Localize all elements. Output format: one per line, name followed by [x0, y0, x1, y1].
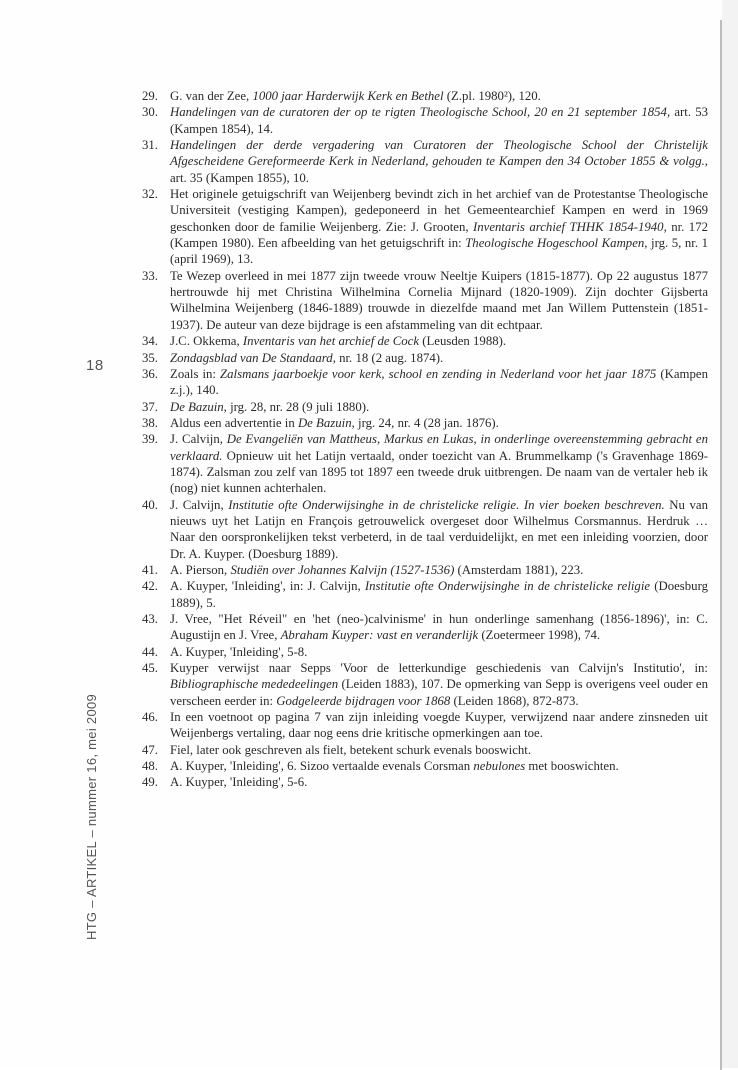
- endnotes-list: [142, 88, 708, 791]
- endnote-italic-text: Institutie ofte Onderwijsinghe in de christelicke religie: [364, 579, 651, 594]
- endnote: [142, 709, 708, 742]
- endnote-text: Zoals in:: [170, 366, 221, 381]
- endnote-text: Opnieuw uit het Latijn vertaald, onder toezicht van A. Brummelkamp ('s Gravenhage 1869-1874). Zalsman zou zelf van 1895 tot 1897 een tweede druk uitbrengen. De naam van de vertaler heb ik (nog) niet kunnen achterhalen.: [170, 448, 708, 496]
- endnote-number: 35.: [142, 350, 158, 365]
- endnote: [142, 88, 708, 104]
- endnote-number: 39.: [142, 432, 158, 447]
- endnote-italic-text: Bibliographische mededeelingen: [170, 677, 339, 692]
- page-edge-line: [720, 20, 722, 1070]
- endnote-text: A. Kuyper, 'Inleiding', 5-6.: [170, 775, 308, 790]
- endnote: [142, 399, 708, 415]
- endnote: [142, 578, 708, 611]
- endnote-number: 37.: [142, 399, 158, 414]
- endnote: [142, 350, 708, 366]
- endnote-italic-text: nebulones: [473, 759, 526, 774]
- endnote-text: A. Kuyper, 'Inleiding', in: J. Calvijn,: [170, 579, 365, 594]
- endnote-text: , jrg. 5, nr. 1 (april 1969), 13.: [170, 236, 708, 267]
- endnote-italic-text: Zalsmans jaarboekje voor kerk, school en zending in Nederland voor het jaar 1875: [220, 366, 657, 381]
- endnote-number: 29.: [142, 89, 158, 103]
- endnote: [142, 415, 708, 431]
- running-head: HTG – ARTIKEL – nummer 16, mei 2009: [84, 693, 99, 940]
- endnote-text: Fiel, later ook geschreven als fielt, betekent schurk evenals booswicht.: [170, 742, 532, 757]
- endnote-number: 36.: [142, 366, 158, 381]
- endnote-text: (Kampen z.j.), 140.: [170, 366, 708, 398]
- endnote-text: (Leusden 1988).: [419, 334, 507, 349]
- endnote-text: A. Kuyper, 'Inleiding', 6. Sizoo vertaalde evenals Corsman: [170, 759, 474, 774]
- endnote-text: (Amsterdam 1881), 223.: [454, 562, 584, 577]
- endnote: [142, 366, 708, 399]
- endnote-text: In een voetnoot op pagina 7 van zijn inleiding voegde Kuyper, verwijzend naar andere zinsneden uit Weijenbergs vertaling, daar nog eens drie kritische opmerkingen aan toe.: [170, 710, 708, 741]
- endnote-number: 38.: [142, 415, 158, 430]
- endnote-text: G. van der Zee,: [170, 89, 253, 103]
- page-edge-shadow: [722, 0, 738, 1068]
- endnote-text: Kuyper verwijst naar Sepps 'Voor de letterkundige geschiedenis van Calvijn's Institutio', in:: [170, 661, 708, 676]
- endnote-italic-text: Theologische Hogeschool Kampen: [465, 236, 645, 251]
- page-number: 18: [86, 357, 104, 374]
- endnote: [142, 104, 708, 137]
- endnote-number: 32.: [142, 187, 158, 202]
- endnote-text: (Leiden 1883), 107. De opmerking van Sepp is overigens veel ouder en verscheen eerder in:: [170, 677, 708, 708]
- endnote-italic-text: 1000 jaar Harderwijk Kerk en Bethel: [252, 89, 444, 103]
- endnote-text: J. Calvijn,: [170, 432, 227, 447]
- endnote-number: 30.: [142, 105, 158, 120]
- endnote-italic-text: Handelingen der derde vergadering van Curatoren der Theologische School der Christelijk Afgescheidene Gereformeerde Kerk in Nederland, gehouden te Kampen den 34 October 1855 & volgg.: [170, 138, 708, 169]
- endnote-italic-text: Handelingen van de curatoren der op te rigten Theologische School, 20 en 21 september 1854: [170, 105, 667, 120]
- endnote: [142, 333, 708, 349]
- endnote-text: Aldus een advertentie in: [170, 415, 298, 430]
- endnote: [142, 186, 708, 268]
- endnote: [142, 774, 708, 790]
- endnote-number: 47.: [142, 742, 158, 757]
- endnote-number: 49.: [142, 775, 158, 790]
- endnote-text: Het originele getuigschrift van Weijenberg bevindt zich in het archief van de Protestantse Theologische Universiteit (vestiging Kampen), gedeponeerd in het Gemeentearchief Kampen en werd in 1969 geschonken door de familie Weijenberg. Zie: J. Grooten,: [170, 187, 708, 234]
- endnote-number: 45.: [142, 661, 158, 676]
- endnote-number: 31.: [142, 138, 158, 153]
- endnote-text: met booswichten.: [525, 759, 619, 774]
- endnote-text: , art. 35 (Kampen 1855), 10.: [170, 154, 708, 185]
- endnote: [142, 268, 708, 333]
- endnote: [142, 742, 708, 758]
- endnote-italic-text: Inventaris archief THHK 1854-1940: [473, 219, 664, 234]
- endnote-number: 48.: [142, 759, 158, 774]
- endnote: [142, 497, 708, 562]
- endnote-text: , jrg. 28, nr. 28 (9 juli 1880).: [223, 399, 370, 414]
- endnote-italic-text: Institutie ofte Onderwijsinghe in de christelicke religie. In vier boeken beschreven.: [228, 497, 665, 512]
- endnote-italic-text: Studiën over Johannes Kalvijn (1527-1536): [230, 562, 455, 577]
- endnote: [142, 758, 708, 774]
- endnote: [142, 660, 708, 709]
- endnote-italic-text: De Evangeliën van Mattheus, Markus en Lukas, in onderlinge overeenstemming gebracht en verklaard.: [170, 432, 708, 463]
- endnote-italic-text: Inventaris van het archief de Cock: [242, 334, 420, 349]
- endnote-text: (Z.pl. 1980²), 120.: [443, 89, 541, 103]
- endnote-number: 42.: [142, 579, 158, 594]
- endnote-number: 34.: [142, 334, 158, 349]
- endnote-italic-text: Zondagsblad van De Standaard: [170, 350, 333, 365]
- endnote-number: 40.: [142, 497, 158, 512]
- endnote-italic-text: De Bazuin: [297, 415, 352, 430]
- endnote-text: A. Pierson,: [170, 562, 231, 577]
- endnote: [142, 562, 708, 578]
- endnote: [142, 644, 708, 660]
- endnote-text: (Doesburg 1889), 5.: [170, 579, 708, 610]
- endnote-text: , nr. 18 (2 aug. 1874).: [332, 350, 444, 365]
- endnote-number: 33.: [142, 268, 158, 283]
- endnote-number: 46.: [142, 710, 158, 725]
- endnote: [142, 137, 708, 186]
- endnote-number: 41.: [142, 562, 158, 577]
- endnote-text: (Leiden 1868), 872-873.: [450, 693, 579, 708]
- endnote-italic-text: Abraham Kuyper: vast en veranderlijk: [280, 628, 479, 643]
- endnote-text: A. Kuyper, 'Inleiding', 5-8.: [170, 644, 308, 659]
- endnote-text: , art. 53 (Kampen 1854), 14.: [170, 105, 709, 136]
- endnote-text: (Zoetermeer 1998), 74.: [478, 628, 601, 643]
- endnote-number: 43.: [142, 612, 158, 626]
- endnote: [142, 431, 708, 496]
- endnote-text: J. Vree, "Het Réveil" en 'het (neo-)calvinisme' in hun onderlinge samenhang (1856-1896)', in: C. Augustijn en J. Vree,: [170, 612, 708, 643]
- endnote-text: , jrg. 24, nr. 4 (28 jan. 1876).: [351, 415, 499, 430]
- endnote-italic-text: De Bazuin: [170, 399, 224, 414]
- endnote: [142, 611, 708, 644]
- endnote-text: J. Calvijn,: [170, 497, 229, 512]
- endnote-text: , nr. 172 (Kampen 1980). Een afbeelding van het getuigschrift in:: [170, 219, 708, 251]
- endnote-italic-text: Godgeleerde bijdragen voor 1868: [276, 693, 451, 708]
- endnote-number: 44.: [142, 644, 158, 659]
- endnote-text: Te Wezep overleed in mei 1877 zijn tweede vrouw Neeltje Kuipers (1815-1877). Op 22 augustus 1877 hertrouwde hij met Christina Wilhelmina Cornelia Mijnard (1820-1909). Zijn dochter Gijsberta Wilhelmina Weijenberg (1846-1889) trouwde in diezelfde maand met Jan Willem Puttenstein (1851-1937). De auteur van deze bijdrage is een afstammeling van dit echtpaar.: [170, 268, 708, 332]
- endnote-text: Nu van nieuws uyt het Latijn en François getrouwelick overgeset door Wilhelmus Corsmannus. Herdruk … Naar den oorspronkelijken tekst verbeterd, in de taal verduidelijkt, en met een inleiding voorzien, door Dr. A. Kuyper. (Doesburg 1889).: [170, 497, 708, 561]
- endnote-text: J.C. Okkema,: [170, 334, 243, 349]
